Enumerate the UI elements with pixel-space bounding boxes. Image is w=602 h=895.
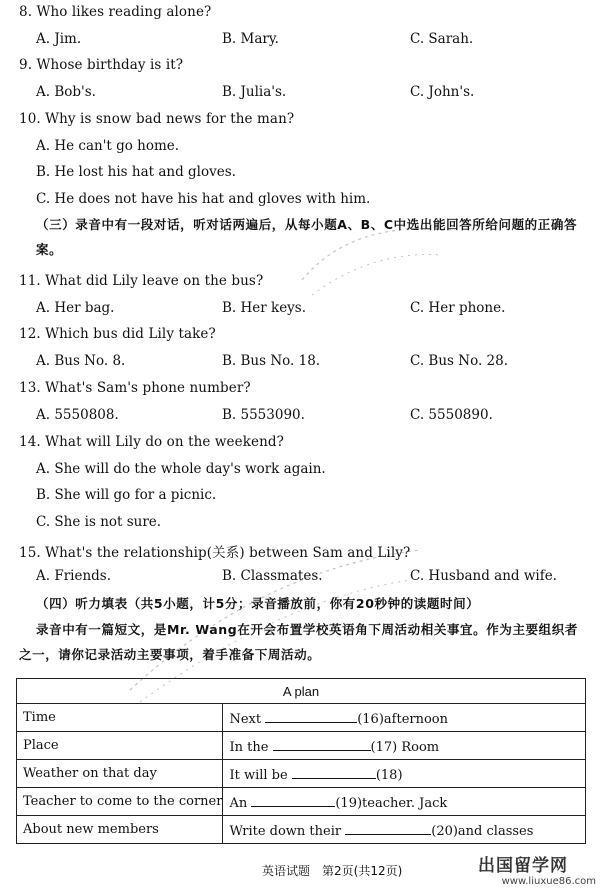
question-12: 12. Which bus did Lily take? xyxy=(19,326,216,342)
section-4-instruction: 录音中有一篇短文，是Mr. Wang在开会布置学校英语角下周活动相关事宜。作为主要组织者之一，请你记录活动主要事项，着手准备下周活动。 xyxy=(19,622,578,662)
option-b: B. 5553090. xyxy=(222,407,305,423)
row-label: Teacher to come to the corner xyxy=(17,788,223,816)
question-13-options xyxy=(0,407,602,427)
row-label: Time xyxy=(17,704,223,732)
option-a: A. He can't go home. xyxy=(36,138,180,154)
option-b: B. Julia's. xyxy=(222,84,287,100)
option-c: C. Her phone. xyxy=(410,300,506,316)
table-row xyxy=(17,788,586,816)
row-value: In the (17) Room xyxy=(223,732,586,760)
option-a: A. Friends. xyxy=(36,568,112,584)
option-c: C. John's. xyxy=(410,84,475,100)
stamp-mark xyxy=(292,200,462,310)
answer-blank-18[interactable] xyxy=(292,765,376,779)
question-12-options xyxy=(0,353,602,373)
plan-table-header: A plan xyxy=(17,679,586,704)
question-9-options xyxy=(0,84,602,104)
option-b: B. Bus No. 18. xyxy=(222,353,321,369)
watermark-url: www.liuxue86.com xyxy=(501,876,596,887)
question-9: 9. Whose birthday is it? xyxy=(19,57,184,73)
option-b: B. He lost his hat and gloves. xyxy=(36,164,236,180)
option-c: C. She is not sure. xyxy=(36,514,162,530)
question-13: 13. What's Sam's phone number? xyxy=(19,380,251,396)
row-value: Next (16)afternoon xyxy=(223,704,586,732)
option-b: B. Mary. xyxy=(222,31,279,47)
question-15: 15. What's the relationship(关系) between Sam and Lily? xyxy=(19,545,411,561)
option-a: A. She will do the whole day's work again. xyxy=(36,461,326,477)
row-label: Place xyxy=(17,732,223,760)
option-c: C. Sarah. xyxy=(410,31,474,47)
option-a: A. 5550808. xyxy=(36,407,119,423)
section-4-title: （四）听力填表（共5小题，计5分；录音播放前，你有20秒钟的读题时间） xyxy=(36,596,480,611)
row-value: An (19)teacher. Jack xyxy=(223,788,586,816)
answer-blank-17[interactable] xyxy=(273,737,371,751)
stamp-mark xyxy=(110,530,440,710)
question-14: 14. What will Lily do on the weekend? xyxy=(19,434,284,450)
row-value: It will be (18) xyxy=(223,760,586,788)
option-a: A. Bus No. 8. xyxy=(36,353,126,369)
row-value: Write down their (20)and classes xyxy=(223,816,586,844)
question-10: 10. Why is snow bad news for the man? xyxy=(19,111,295,127)
question-8: 8. Who likes reading alone? xyxy=(19,4,212,20)
option-a: A. Her bag. xyxy=(36,300,115,316)
option-c: C. Bus No. 28. xyxy=(410,353,509,369)
question-8-options xyxy=(0,31,602,51)
section-3-instruction: （三）录音中有一段对话，听对话两遍后，从每小题A、B、C中选出能回答所给问题的正确答案。 xyxy=(36,217,578,257)
option-a: A. Jim. xyxy=(36,31,82,47)
site-watermark xyxy=(478,856,596,890)
option-c: C. He does not have his hat and gloves with him. xyxy=(36,191,371,207)
answer-blank-16[interactable] xyxy=(265,709,357,723)
option-a: A. Bob's. xyxy=(36,84,96,100)
option-b: B. She will go for a picnic. xyxy=(36,487,217,503)
option-b: B. Her keys. xyxy=(222,300,307,316)
table-row xyxy=(17,732,586,760)
page-footer: 英语试题 第2页(共12页) xyxy=(262,864,403,878)
question-11: 11. What did Lily leave on the bus? xyxy=(19,273,264,289)
option-b: B. Classmates. xyxy=(222,568,323,584)
option-c: C. 5550890. xyxy=(410,407,493,423)
answer-blank-20[interactable] xyxy=(345,821,431,835)
option-c: C. Husband and wife. xyxy=(410,568,557,584)
row-label: About new members xyxy=(17,816,223,844)
answer-blank-19[interactable] xyxy=(251,793,335,807)
watermark-site-name: 出国留学网 xyxy=(478,856,568,876)
table-row xyxy=(17,760,586,788)
table-row xyxy=(17,816,586,844)
row-label: Weather on that day xyxy=(17,760,223,788)
